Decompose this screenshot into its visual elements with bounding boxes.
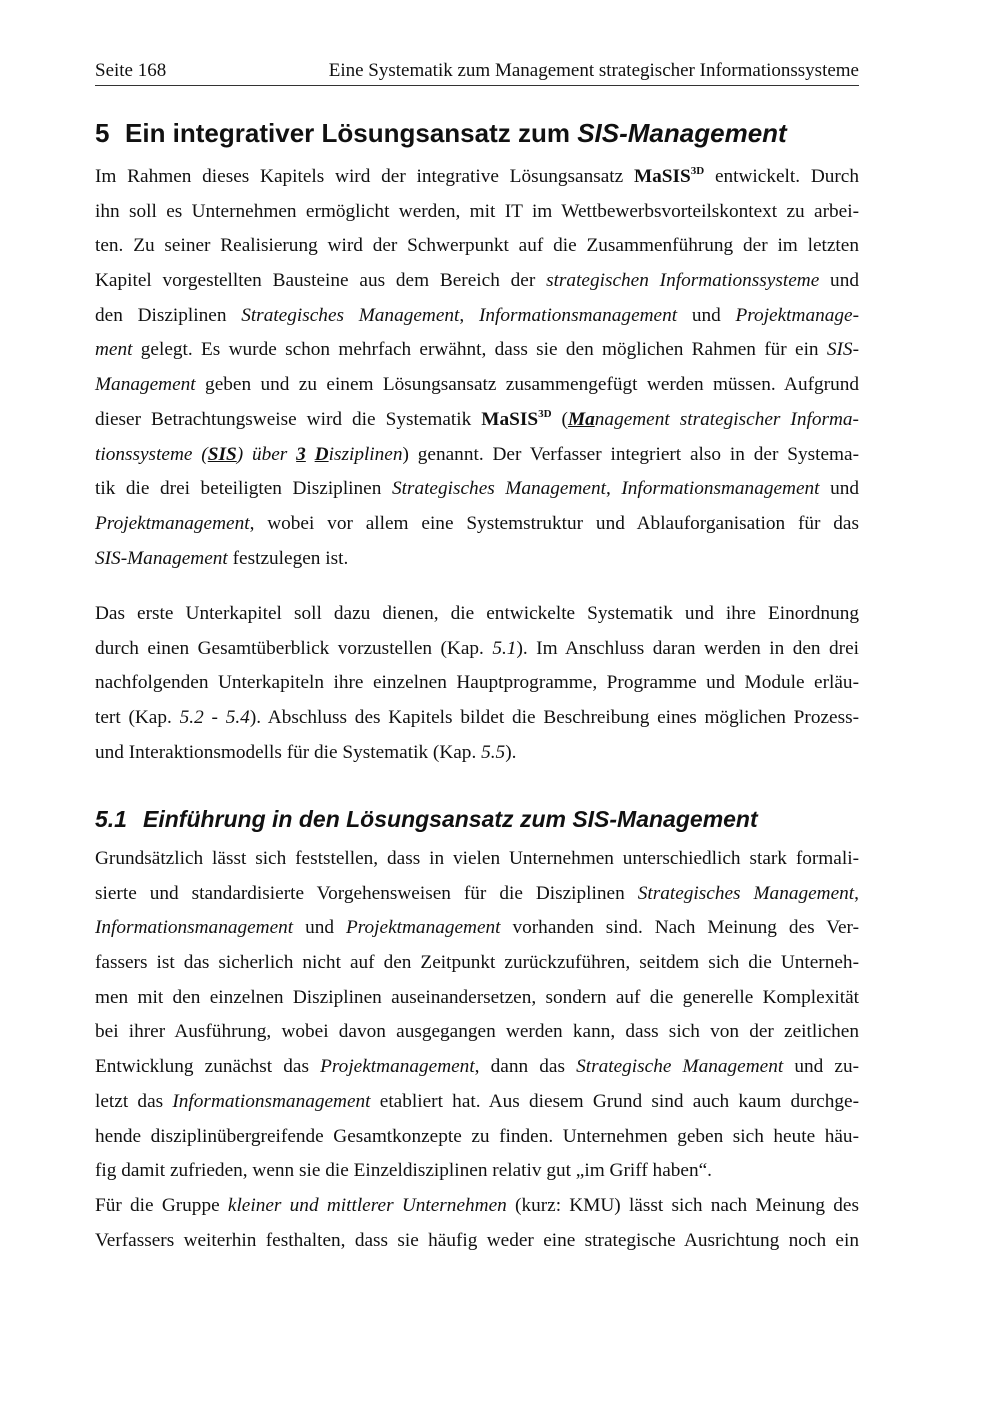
text-line: und Interaktionsmodells für die Systematik (Kap. 5.5).	[95, 741, 517, 763]
text-line: Im Rahmen dieses Kapitels wird der integrative Lösungsansatz MaSIS$^{3D}$ entwickelt. Durch	[95, 165, 860, 187]
chapter-title: Ein integrativer Lösungsansatz zum	[125, 118, 578, 148]
page-number: Seite 168	[95, 60, 167, 81]
section-number: 5.1	[95, 806, 127, 832]
text-line: Kapitel vorgestellten Bausteine aus dem Bereich der strategischen Informationssysteme und	[95, 270, 859, 292]
text-line: tionssysteme (SIS) über 3 Disziplinen) genannt. Der Verfasser integriert also in der Systema-	[95, 443, 859, 465]
masis-term: MaSIS	[633, 166, 691, 187]
running-title: Eine Systematik zum Management strategischer Informationssysteme	[328, 60, 859, 81]
paragraph-kmu	[95, 1189, 859, 1258]
text-line: Grundsätzlich lässt sich feststellen, dass in vielen Unternehmen unterschiedlich stark formali-	[95, 848, 859, 869]
text-line: dieser Betrachtungsweise wird die Systematik MaSIS$^{3D}$ (Management strategischer Informa-	[95, 407, 859, 430]
text-line: SIS-Management festzulegen ist.	[95, 547, 349, 569]
paragraph-overview	[95, 597, 859, 770]
text-line: letzt das Informationsmanagement etabliert hat. Aus diesem Grund sind auch kaum durchge-	[95, 1090, 860, 1112]
text-line: sierte und standardisierte Vorgehensweisen für die Disziplinen Strategisches Management,	[95, 882, 859, 904]
paragraph-intro	[95, 160, 859, 576]
section-title: Einführung in den Lösungsansatz zum SIS-Management	[143, 806, 758, 832]
text-line: nachfolgenden Unterkapiteln ihre einzelnen Hauptprogramme, Programme und Module erläu-	[95, 672, 859, 694]
text-line: Informationsmanagement und Projektmanagement vorhanden sind. Nach Meinung des Ver-	[95, 917, 859, 939]
text-line: men mit den einzelnen Disziplinen auseinandersetzen, sondern auf die generelle Komplexität	[95, 986, 859, 1008]
text-line: durch einen Gesamtüberblick vorzustellen (Kap. 5.1). Im Anschluss daran werden in den drei	[95, 637, 859, 659]
text-line: ment gelegt. Es wurde schon mehrfach erwähnt, dass sie den möglichen Rahmen für ein SIS-	[95, 339, 859, 361]
text-line: ihn soll es Unternehmen ermöglicht werden, mit IT im Wettbewerbsvorteilskontext zu arbei-	[95, 200, 859, 222]
text-line: Projektmanagement, wobei vor allem eine Systemstruktur und Ablauforganisation für das	[95, 512, 859, 534]
text-line: Für die Gruppe kleiner und mittlerer Unternehmen (kurz: KMU) lässt sich nach Meinung des	[95, 1195, 859, 1216]
paragraph-introduction	[95, 842, 859, 1189]
text-line: fassers ist das sicherlich nicht auf den Zeitpunkt zurückzuführen, seitdem sich die Unterneh-	[95, 952, 859, 974]
text-line: fig damit zufrieden, wenn sie die Einzeldisziplinen relativ gut „im Griff haben“.	[95, 1160, 712, 1182]
text-line: bei ihrer Ausführung, wobei davon ausgegangen werden kann, dass sich von der zeitlichen	[95, 1021, 859, 1043]
text-line: hende disziplinübergreifende Gesamtkonzepte zu finden. Unternehmen geben sich heute häu-	[95, 1125, 859, 1147]
text-line: Entwicklung zunächst das Projektmanagement, dann das Strategische Management und zu-	[95, 1056, 860, 1078]
text-line: tik die drei beteiligten Disziplinen Strategisches Management, Informationsmanagement und	[95, 478, 859, 500]
text-line: Verfassers weiterhin festhalten, dass sie häufig weder eine strategische Ausrichtung noch ein	[95, 1229, 859, 1251]
chapter-heading	[95, 116, 885, 150]
text-line: den Disziplinen Strategisches Management, Informationsmanagement und Projektmanage-	[95, 304, 859, 326]
text-line: tert (Kap. 5.2 - 5.4). Abschluss des Kapitels bildet die Beschreibung eines möglichen Prozess-	[95, 707, 860, 729]
text-line: Das erste Unterkapitel soll dazu dienen, die entwickelte Systematik und ihre Einordnung	[95, 603, 859, 624]
section-heading	[95, 803, 885, 835]
chapter-number: 5	[95, 118, 110, 148]
running-header	[95, 60, 859, 86]
text-line: Management geben und zu einem Lösungsansatz zusammengefügt werden müssen. Aufgrund	[95, 374, 859, 396]
chapter-title-italic: SIS-Management	[577, 118, 787, 148]
text-line: ten. Zu seiner Realisierung wird der Schwerpunkt auf die Zusammenführung der im letzten	[95, 235, 859, 257]
